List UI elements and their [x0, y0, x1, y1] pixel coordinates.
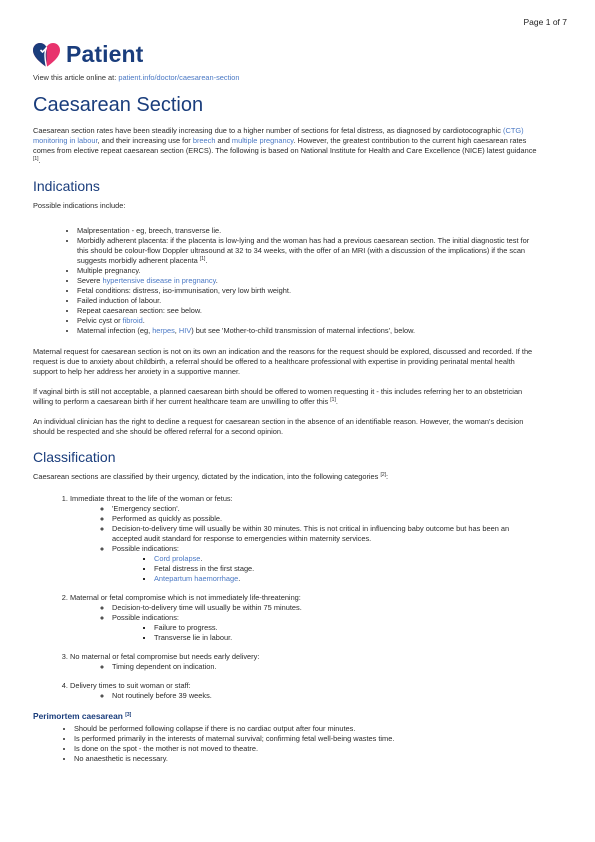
- category-2: [70, 593, 541, 643]
- paragraph-text: Caesarean sections are classified by their urgency, dictated by the indication, into the following categories: [33, 472, 379, 481]
- article-url-link[interactable]: patient.info/doctor/caesarean-section: [118, 73, 240, 82]
- category-4: [70, 681, 541, 701]
- list-item: • Is performed primarily in the interests of maternal survival; confirming fetal well-being wastes time.: [74, 734, 541, 744]
- list-item-end: .: [238, 574, 241, 583]
- hiv-link[interactable]: HIV: [178, 326, 192, 335]
- logo-text: Patient: [66, 41, 144, 67]
- paragraph-end: :: [386, 472, 389, 481]
- list-item: • Failed induction of labour.: [77, 296, 541, 306]
- category-1-indications: [112, 554, 541, 584]
- article-body: [33, 73, 541, 764]
- list-item: [112, 613, 541, 643]
- intro-paragraph: [33, 126, 541, 166]
- perimortem-list: [33, 724, 541, 764]
- list-item: ◦ Decision-to-delivery time will usually be within 30 minutes. This is not critical in influencing baby outcome but has been an accepted audit standard for response to emergencies within maternity services.: [112, 524, 541, 544]
- list-item-text: Possible indications:: [112, 544, 179, 553]
- intro-text-2: , and their increasing use for: [97, 136, 191, 145]
- view-online-line: [33, 73, 541, 83]
- reference-link[interactable]: [2]: [380, 472, 386, 478]
- reference-link[interactable]: [3]: [125, 712, 132, 718]
- intro-text-3: and: [217, 136, 230, 145]
- herpes-link[interactable]: herpes: [152, 326, 175, 335]
- reference-link[interactable]: [1]: [330, 397, 336, 403]
- category-4-details: [70, 691, 541, 701]
- list-item: • Is done on the spot - the mother is not moved to theatre.: [74, 744, 541, 754]
- list-item-end: .: [215, 276, 218, 285]
- list-item-end: .: [205, 256, 208, 265]
- intro-text-1: Caesarean section rates have been steadily increasing due to a higher number of sections for fetal distress, as diagnosed by cardiotocographic: [33, 126, 501, 135]
- list-item: [77, 326, 541, 336]
- maternal-request-paragraph: Maternal request for caesarean section is not on its own an indication and the reasons for the request should be explored, discussed and recorded. If the request is due to anxiety about childbirth, a referral should be offered to a healthcare professional with expertise in providing perinatal mental health support to help her address her anxiety in a supportive manner.: [33, 347, 533, 376]
- reference-link[interactable]: [1]: [33, 156, 39, 162]
- category-label: Immediate threat to the life of the woman or fetus:: [70, 494, 233, 503]
- multiple-pregnancy-link[interactable]: multiple pregnancy: [231, 136, 294, 145]
- view-online-label: View this article online at:: [33, 73, 117, 82]
- list-item: ◦ 'Emergency section'.: [112, 504, 541, 514]
- list-item-text: Severe: [77, 276, 101, 285]
- intro-text-4: . However, the greatest contribution to the current high caesarean rates comes from elective repeat caesarean section (ERCS). The following is based on National Institute for Health and Care Excellence (NICE) latest guidance: [33, 136, 537, 155]
- page-title: Caesarean Section: [33, 94, 204, 116]
- indications-list: [33, 226, 541, 336]
- list-item: ▪ Transverse lie in labour.: [154, 633, 541, 643]
- patient-logo[interactable]: [32, 41, 143, 68]
- list-item: ◦ Performed as quickly as possible.: [112, 514, 541, 524]
- list-item: • Repeat caesarean section: see below.: [77, 306, 541, 316]
- antepartum-haemorrhage-link[interactable]: Antepartum haemorrhage: [154, 574, 239, 583]
- list-item-text: Possible indications:: [112, 613, 179, 622]
- category-2-details: [70, 603, 541, 643]
- vaginal-birth-paragraph: [33, 387, 541, 407]
- list-item-end: .: [200, 554, 203, 563]
- list-item-text: Pelvic cyst or: [77, 316, 121, 325]
- category-3-details: [70, 662, 541, 672]
- category-1-details: [70, 504, 541, 584]
- list-item-text: Morbidly adherent placenta: if the placenta is low-lying and the woman has had a previous caesarean section. The initial diagnostic test for this should be colour-flow Doppler ultrasound at 32 to 34 weeks, with the offer of an MRI (with a discussion of the implications) if the scan suggests morbidly adherent placenta: [77, 236, 530, 265]
- list-item: ◦ Not routinely before 39 weeks.: [112, 691, 541, 701]
- ctg-monitoring-link[interactable]: (CTG) monitoring in labour: [33, 126, 524, 145]
- list-item: ◦ Decision-to-delivery time will usually be within 75 minutes.: [112, 603, 541, 613]
- fibroid-link[interactable]: fibroid: [122, 316, 143, 325]
- list-item: [154, 554, 541, 564]
- indications-heading: Indications: [33, 178, 100, 194]
- list-item: • No anaesthetic is necessary.: [74, 754, 541, 764]
- breech-link[interactable]: breech: [192, 136, 216, 145]
- category-3: [70, 652, 541, 672]
- category-1: [70, 494, 541, 584]
- category-label: Maternal or fetal compromise which is not immediately life-threatening:: [70, 593, 301, 602]
- list-item: [112, 544, 541, 584]
- clinician-decline-paragraph: An individual clinician has the right to decline a request for caesarean section in the absence of an identifiable reason. However, the woman's decision should be respected and she should be offered referral for a second opinion.: [33, 417, 524, 436]
- list-item: [154, 574, 541, 584]
- list-item-end: .: [142, 316, 145, 325]
- list-item: ◦ Timing dependent on indication.: [112, 662, 541, 672]
- list-item: • Should be performed following collapse if there is no cardiac output after four minutes.: [74, 724, 541, 734]
- perimortem-heading: [33, 711, 541, 722]
- hypertensive-disease-link[interactable]: hypertensive disease in pregnancy: [102, 276, 216, 285]
- category-label: Delivery times to suit woman or staff:: [70, 681, 191, 690]
- list-item: [77, 276, 541, 286]
- reference-link[interactable]: [1]: [199, 256, 206, 262]
- list-item: ▪ Fetal distress in the first stage.: [154, 564, 541, 574]
- classification-heading: Classification: [33, 449, 116, 465]
- indications-lead: Possible indications include:: [33, 201, 126, 210]
- list-item-text: Maternal infection (eg,: [77, 326, 151, 335]
- paragraph-end: .: [335, 397, 338, 406]
- heading-text: Perimortem caesarean: [33, 711, 123, 721]
- cord-prolapse-link[interactable]: Cord prolapse: [154, 554, 201, 563]
- list-item: ▪ Failure to progress.: [154, 623, 541, 633]
- list-item-end: ) but see 'Mother-to-child transmission of maternal infections', below.: [191, 326, 416, 335]
- list-item: [77, 316, 541, 326]
- list-item-sep: ,: [174, 326, 177, 335]
- paragraph-text: If vaginal birth is still not acceptable, a planned caesarean birth should be offered to women requesting it - this includes referring her to an obstetrician willing to perform a caesarean birth if her current healthcare team are unwilling to offer this: [33, 387, 523, 406]
- category-label: No maternal or fetal compromise but needs early delivery:: [70, 652, 260, 661]
- intro-text-5: .: [38, 156, 41, 165]
- list-item: [77, 236, 541, 266]
- list-item: • Multiple pregnancy.: [77, 266, 541, 276]
- heart-logo-icon: [32, 42, 61, 68]
- classification-list: [33, 494, 541, 701]
- list-item: • Fetal conditions: distress, iso-immunisation, very low birth weight.: [77, 286, 541, 296]
- category-2-indications: [112, 623, 541, 643]
- classification-lead: [33, 472, 541, 482]
- list-item: • Malpresentation - eg, breech, transverse lie.: [77, 226, 541, 236]
- page-number: Page 1 of 7: [523, 17, 567, 27]
